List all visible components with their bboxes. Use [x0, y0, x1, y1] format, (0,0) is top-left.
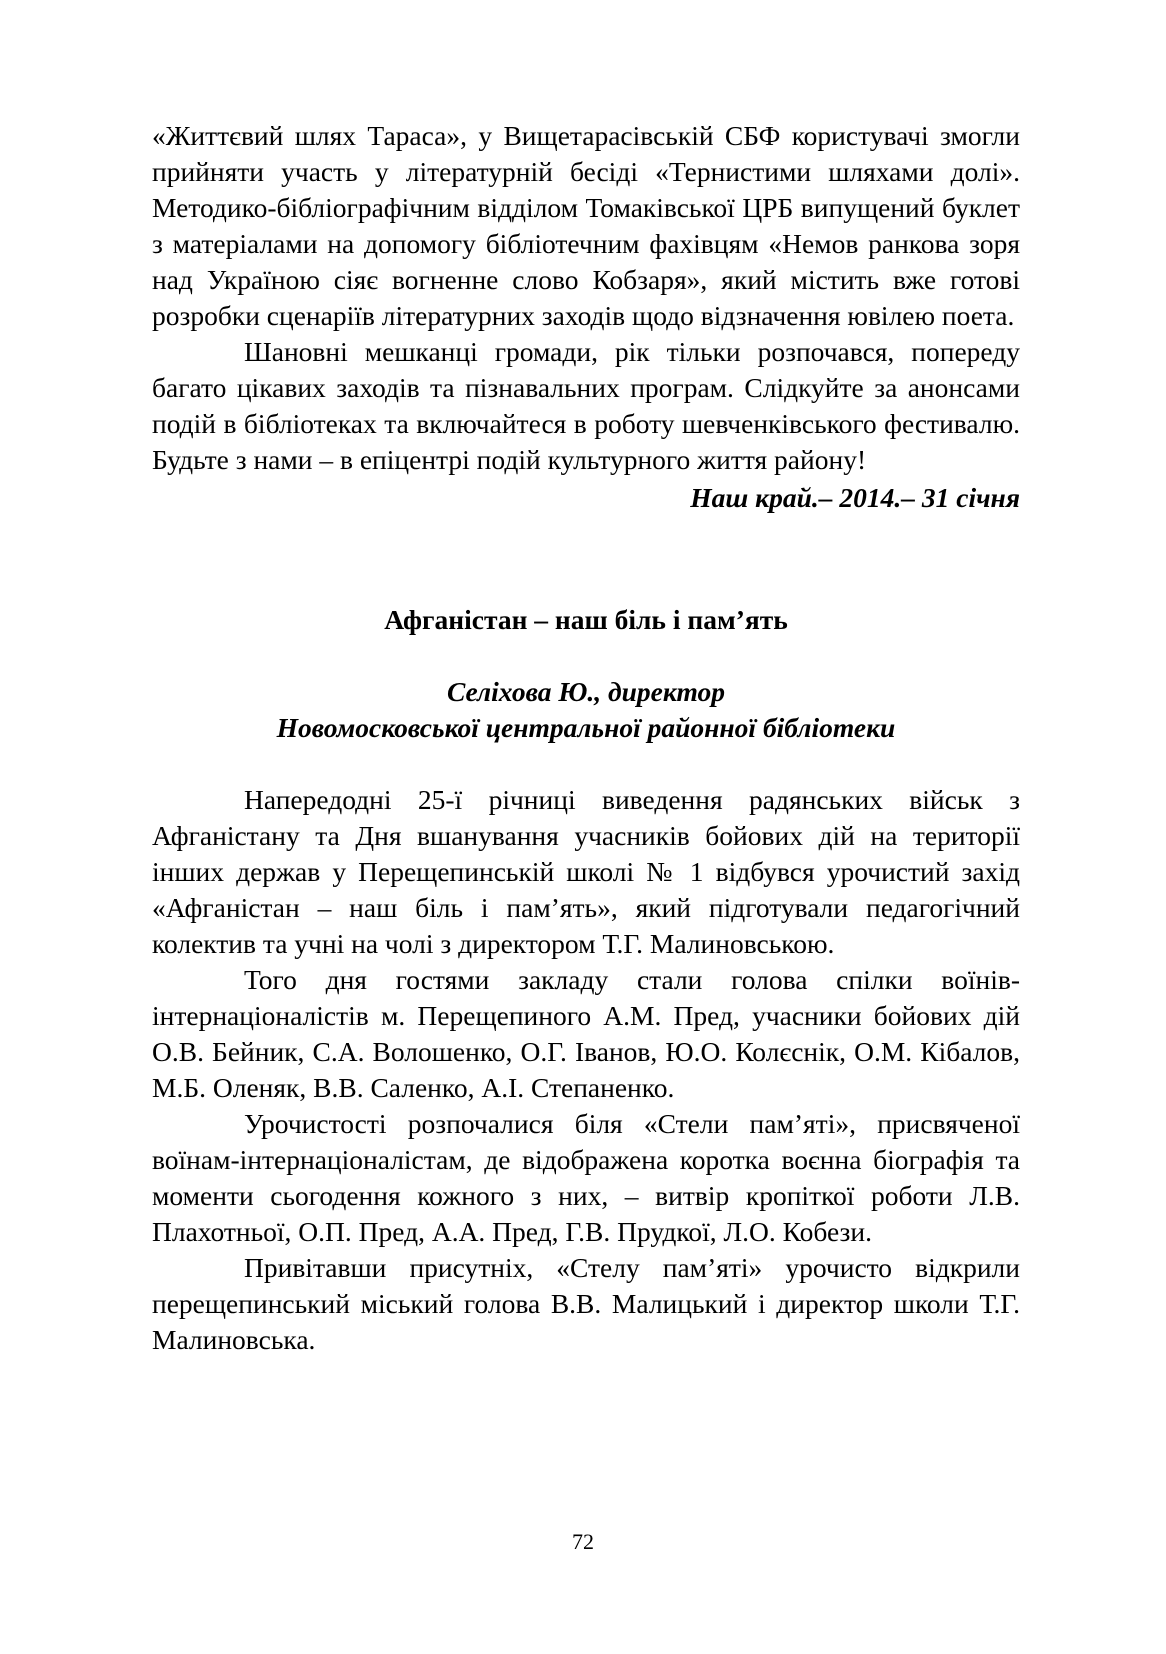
- page-number: 72: [572, 1529, 594, 1554]
- author-name-line: Селіхова Ю., директор: [446, 676, 725, 707]
- article2-title: Афганістан – наш біль і пам’ять: [384, 604, 788, 635]
- document-page: [152, 118, 1020, 1358]
- article2-paragraph: Того дня гостями закладу стали голова спілки воїнів-інтернаціоналістів м. Перещепиного А.М. Пред, учасники бойових дій О.В. Бейник, С.А. Волошенко, О.Г. Іванов, Ю.О. Колєснік, О.М. Кібалов, М.Б. Оленяк, В.В. Саленко, А.І. Степаненко.: [152, 964, 1020, 1103]
- article2-paragraph: Напередодні 25-ї річниці виведення радянських військ з Афганістану та Дня вшанування учасників бойових дій на території інших держав у Перещепинській школі № 1 відбувся урочистий захід «Афганістан – наш біль і пам’ять», який підготували педагогічний колектив та учні на чолі з директором Т.Г. Малиновською.: [152, 784, 1020, 959]
- article1-paragraph: Шановні мешканці громади, рік тільки розпочався, попереду багато цікавих заходів та пізнавальних програм. Слідкуйте за анонсами подій в бібліотеках та включайтеся в роботу шевченківського фестивалю. Будьте з нами – в епіцентрі подій культурного життя району!: [152, 336, 1020, 475]
- spacer: [152, 746, 1020, 782]
- article1-paragraph: «Життєвий шлях Тараса», у Вищетарасівській СБФ користувачі змогли прийняти участь у літературній бесіді «Тернистими шляхами долі». Методико-бібліографічним відділом Томаківської ЦРБ випущений буклет з матеріалами на допомогу бібліотечним фахівцям «Немов ранкова зоря над Україною сіяє вогненне слово Кобзаря», який містить вже готові розробки сценаріїв літературних заходів щодо відзначення ювілею поета.: [152, 120, 1020, 331]
- article2-author: [152, 674, 1020, 746]
- author-affiliation-line: Новомосковської центральної районної бібліотеки: [276, 712, 896, 743]
- article1-source: Наш край.– 2014.– 31 січня: [690, 482, 1020, 513]
- article2-paragraph: Урочистості розпочалися біля «Стели пам’яті», присвяченої воїнам-інтернаціоналістам, де відображена коротка воєнна біографія та моменти сьогодення кожного з них, – витвір кропіткої роботи Л.В. Плахотньої, О.П. Пред, А.А. Пред, Г.В. Прудкої, Л.О. Кобези.: [152, 1108, 1020, 1247]
- article2-paragraph: Привітавши присутніх, «Стелу пам’яті» урочисто відкрили перещепинський міський голова В.В. Малицький і директор школи Т.Г. Малиновська.: [152, 1252, 1020, 1355]
